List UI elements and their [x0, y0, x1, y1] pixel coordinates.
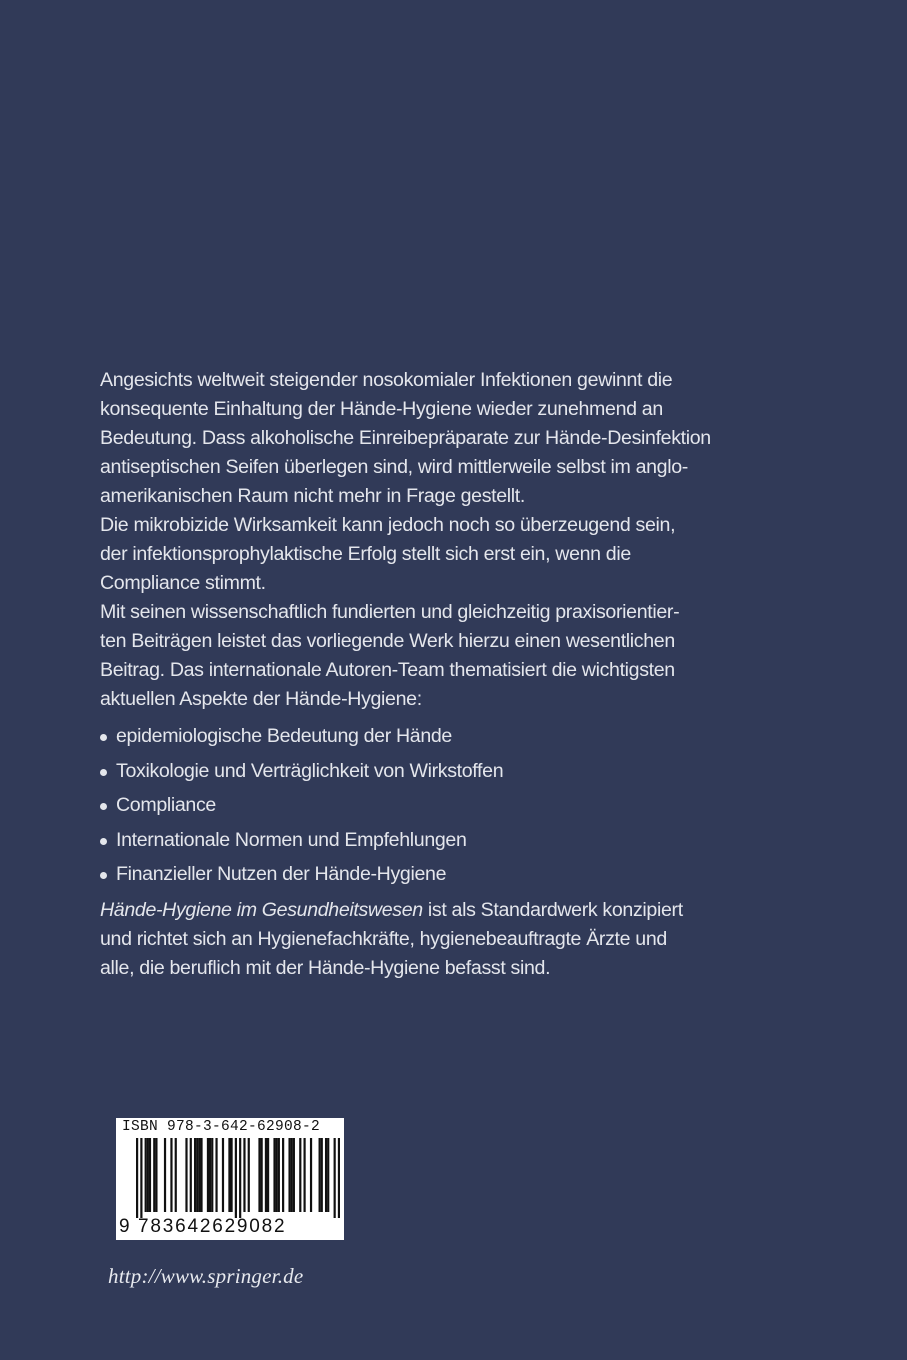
bullet-dot-icon — [100, 838, 107, 845]
paragraph-closing: Hände-Hygiene im Gesundheitswesen ist als Standardwerk konzipiert und richtet sich an Hygienefachkräfte, hygienebeauftragte Ärzte und alle, die beruflich mit der Hände-Hygiene befasst sind. — [100, 899, 683, 980]
barcode-bar — [175, 1138, 177, 1212]
barcode-bar — [190, 1138, 192, 1212]
list-item: Internationale Normen und Empfehlungen — [100, 826, 740, 855]
barcode-bar — [282, 1138, 284, 1212]
barcode-bar — [291, 1138, 293, 1212]
isbn-label: ISBN 978-3-642-62908-2 — [122, 1119, 321, 1135]
barcode-bar — [155, 1138, 157, 1212]
barcode-bar — [153, 1138, 155, 1212]
list-item: Finanzieller Nutzen der Hände-Hygiene — [100, 860, 740, 889]
barcode-bar — [196, 1138, 198, 1212]
barcode-bar — [276, 1138, 278, 1212]
bullet-dot-icon — [100, 769, 107, 776]
barcode-bar — [222, 1138, 224, 1212]
ean-first-digit: 9 — [119, 1216, 132, 1237]
barcode-bar — [288, 1138, 290, 1212]
barcode-bar — [334, 1138, 336, 1218]
barcode-bar — [319, 1138, 321, 1212]
barcode-bar — [258, 1138, 260, 1212]
paragraph-compliance: Die mikrobizide Wirksamkeit kann jedoch noch so überzeugend sein, der infektionsprophylaktische Erfolg stellt sich erst ein, wenn die Compliance stimmt. — [100, 514, 676, 594]
topic-list — [100, 722, 740, 889]
barcode-bar — [239, 1138, 241, 1218]
list-item: Toxikologie und Verträglichkeit von Wirkstoffen — [100, 757, 740, 786]
book-title: Hände-Hygiene im Gesundheitswesen — [100, 899, 423, 922]
barcode-bar — [200, 1138, 202, 1212]
barcode-bar — [211, 1138, 213, 1212]
isbn-barcode — [116, 1118, 344, 1240]
barcode-bar — [149, 1138, 151, 1212]
bullet-dot-icon — [100, 872, 107, 879]
bullet-dot-icon — [100, 803, 107, 810]
barcode-bar — [338, 1138, 340, 1218]
barcode-bar — [303, 1138, 305, 1212]
barcode-bar — [230, 1138, 232, 1212]
barcode-bar — [267, 1138, 269, 1212]
paragraph-contributions: Mit seinen wissenschaftlich fundierten und gleichzeitig praxisorientier- ten Beiträgen leistet das vorliegende Werk hierzu einen wesentlichen Beitrag. Das internationale Autoren-Team thematisiert die wichtigsten aktuellen Aspekte der Hände-Hygiene: — [100, 601, 680, 710]
barcode-bar — [273, 1138, 275, 1212]
barcode-bar — [170, 1138, 172, 1212]
barcode-bar — [209, 1138, 211, 1212]
barcode-bar — [185, 1138, 187, 1212]
barcode-bar — [310, 1138, 312, 1212]
paragraph-intro: Angesichts weltweit steigender nosokomialer Infektionen gewinnt die konsequente Einhaltung der Hände-Hygiene wieder zunehmend an Bedeutung. Dass alkoholische Einreibepräparate zur Hände-Desinfektion antiseptischen Seifen überlegen sind, wird mittlerweile selbst im anglo- amerikanischen Raum nicht mehr in Frage gestellt. — [100, 369, 711, 507]
barcode-bar — [198, 1138, 200, 1212]
barcode-bar — [243, 1138, 245, 1212]
barcode-bar — [164, 1138, 166, 1212]
barcode-bar — [261, 1138, 263, 1212]
barcode-bar — [299, 1138, 301, 1212]
barcode-bar — [321, 1138, 323, 1212]
list-item: epidemiologische Bedeutung der Hände — [100, 722, 740, 751]
barcode-bar — [145, 1138, 147, 1212]
barcode-bar — [325, 1138, 327, 1212]
ean-remaining-digits: 783642629082 — [138, 1216, 287, 1237]
barcode-bar — [235, 1138, 237, 1218]
barcode-bar — [228, 1138, 230, 1212]
barcode-bar — [207, 1138, 209, 1212]
publisher-url: http://www.springer.de — [108, 1264, 304, 1288]
barcode-bar — [140, 1138, 142, 1218]
barcode-bar — [293, 1138, 295, 1212]
barcode-bar — [136, 1138, 138, 1218]
barcode-bars — [120, 1138, 340, 1218]
barcode-bar — [265, 1138, 267, 1212]
barcode-bar — [278, 1138, 280, 1212]
list-item: Compliance — [100, 791, 740, 820]
blurb-text — [100, 366, 740, 983]
barcode-bar — [147, 1138, 149, 1212]
barcode-bar — [327, 1138, 329, 1212]
barcode-bar — [194, 1138, 196, 1212]
barcode-bar — [215, 1138, 217, 1212]
bullet-dot-icon — [100, 734, 107, 741]
barcode-bar — [248, 1138, 250, 1212]
